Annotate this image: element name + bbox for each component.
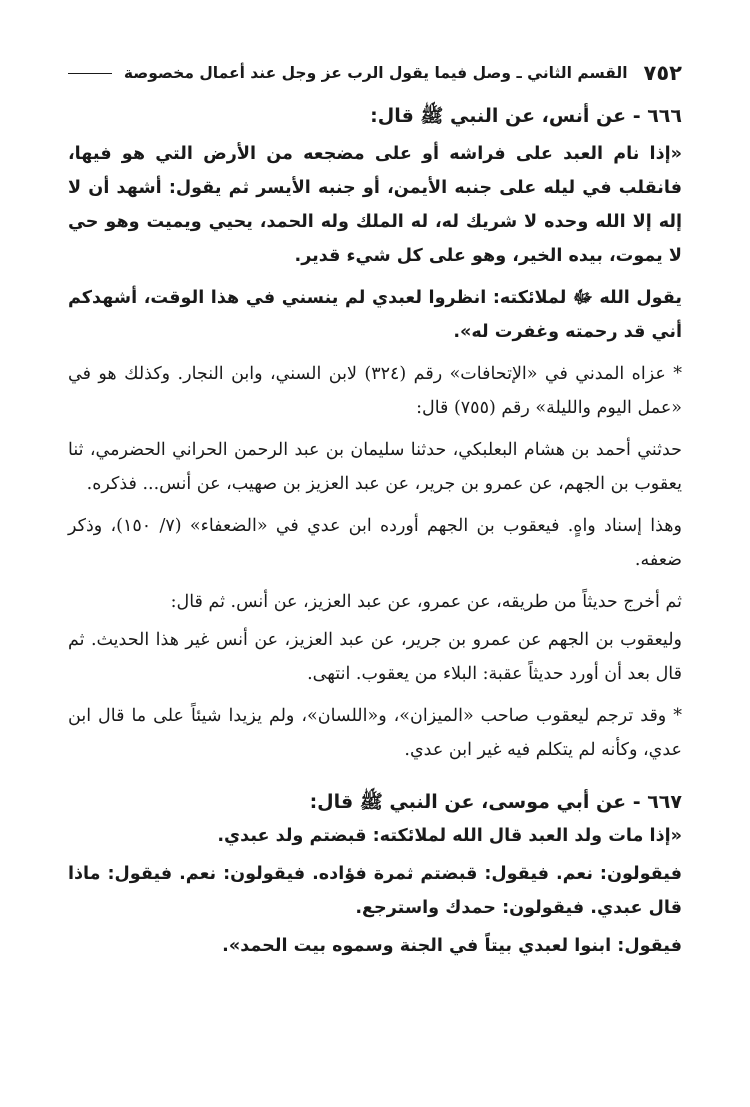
book-page <box>68 55 682 963</box>
header-rule <box>68 73 112 74</box>
commentary-paragraph: حدثني أحمد بن هشام البعلبكي، حدثنا سليمان بن عبد الرحمن الحراني الحضرمي، ثنا يعقوب بن الجهم، عن عمرو بن جرير، عن عبد العزيز بن صهيب، عن أنس... فذكره. <box>68 440 682 494</box>
hadith-666-text-continued: يقول الله ﷻ لملائكته: انظروا لعبدي لم ينسني في هذا الوقت، أشهدكم أني قد رحمته وغفرت له». <box>68 288 682 342</box>
commentary-paragraph: وليعقوب بن الجهم عن عمرو بن جرير، عن عبد العزيز، عن أنس غير هذا الحديث. ثم قال بعد أن أورد حديثاً عقبة: البلاء من يعقوب. انتهى. <box>68 630 682 684</box>
hadith-667-line: فيقول: ابنوا لعبدي بيتاً في الجنة وسموه بيت الحمد». <box>222 936 682 956</box>
hadith-667-line: فيقولون: نعم. فيقول: قبضتم ثمرة فؤاده. فيقولون: نعم. فيقول: ماذا قال عبدي. فيقولون: حمدك واسترجع. <box>68 864 682 918</box>
running-title: القسم الثاني ـ وصل فيما يقول الرب عز وجل عند أعمال مخصوصة <box>123 64 628 82</box>
hadith-667-heading: ٦٦٧ - عن أبي موسى، عن النبي ﷺ قال: <box>309 791 682 813</box>
commentary-paragraph: وهذا إسناد واهٍ. فيعقوب بن الجهم أورده ابن عدي في «الضعفاء» (٧/ ١٥٠)، وذكر ضعفه. <box>68 516 682 570</box>
commentary-paragraph: ثم أخرج حديثاً من طريقه، عن عمرو، عن عبد العزيز، عن أنس. ثم قال: <box>170 592 682 612</box>
hadith-666-text: «إذا نام العبد على فراشه أو على مضجعه من الأرض التي هو فيها، فانقلب في ليله على جنبه الأيمن، أو جنبه الأيسر ثم يقول: أشهد أن لا إله إلا الله وحده لا شريك له، له الملك وله الحمد، يحيي ويميت وهو حي لا يموت، بيده الخير، وهو على كل شيء قدير. <box>68 144 682 266</box>
hadith-666-heading: ٦٦٦ - عن أنس، عن النبي ﷺ قال: <box>370 105 682 127</box>
page-number: ٧٥٢ <box>643 61 682 85</box>
commentary-paragraph: * عزاه المدني في «الإتحافات» رقم (٣٢٤) لابن السني، وابن النجار. وكذلك هو في «عمل اليوم والليلة» رقم (٧٥٥) قال: <box>68 364 682 418</box>
page-header <box>68 55 682 91</box>
hadith-667-line: «إذا مات ولد العبد قال الله لملائكته: قبضتم ولد عبدي. <box>217 826 682 846</box>
commentary-paragraph: * وقد ترجم ليعقوب صاحب «الميزان»، و«اللسان»، ولم يزيدا شيئاً على ما قال ابن عدي، وكأنه لم يتكلم فيه غير ابن عدي. <box>68 706 682 760</box>
